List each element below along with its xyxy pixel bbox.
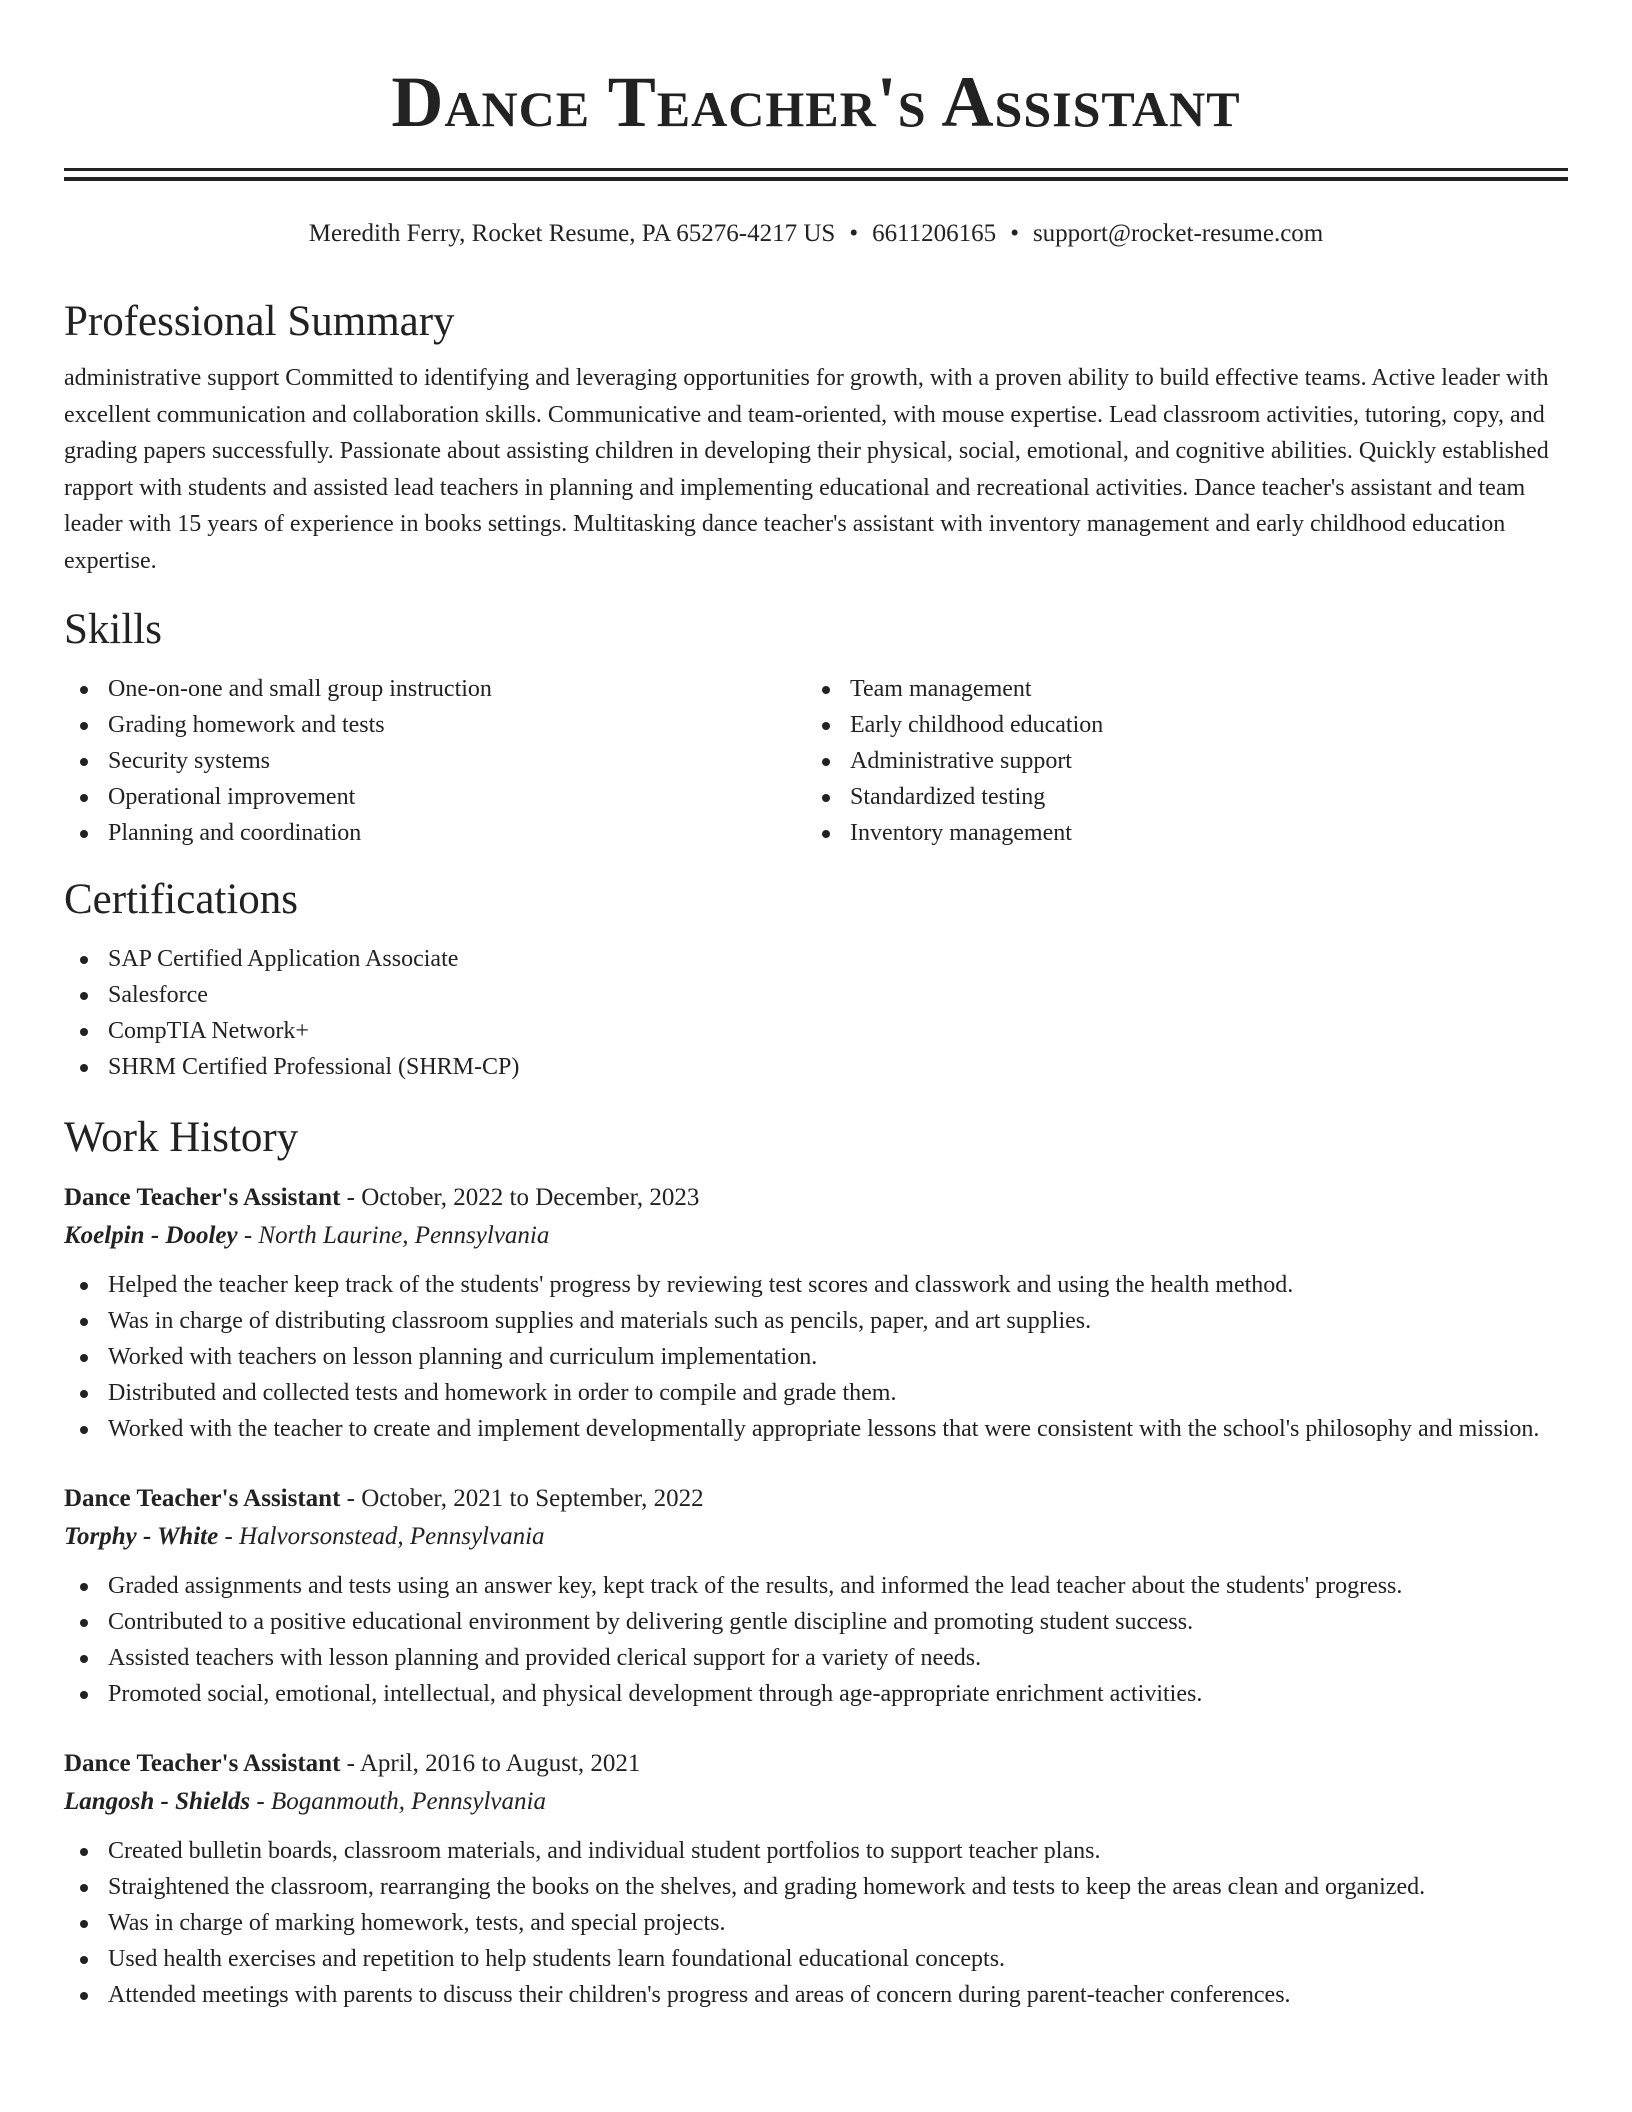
job-header [64,1179,1568,1217]
certification-item: SHRM Certified Professional (SHRM-CP) [64,1049,1568,1085]
job-duty: Promoted social, emotional, intellectual, and physical development through age-appropriate enrichment activities. [64,1676,1568,1712]
contact-separator: • [849,220,859,247]
job-duty: Attended meetings with parents to discuss their children's progress and areas of concern during parent-teacher conferences. [64,1977,1568,2013]
contact-email: support@rocket-resume.com [1032,220,1324,247]
job-duty: Used health exercises and repetition to help students learn foundational educational concepts. [64,1941,1568,1977]
job-dates: - October, 2021 to September, 2022 [340,1485,704,1512]
skills-list-left [64,671,806,851]
job-employer [64,1783,1568,1821]
job-duty: Contributed to a positive educational environment by delivering gentle discipline and promoting student success. [64,1604,1568,1640]
job-duty: Was in charge of distributing classroom supplies and materials such as pencils, paper, and art supplies. [64,1303,1568,1339]
contact-address: Meredith Ferry, Rocket Resume, PA 65276-4217 US [308,220,836,247]
job-duty: Distributed and collected tests and homework in order to compile and grade them. [64,1375,1568,1411]
job-title: Dance Teacher's Assistant [64,1184,341,1211]
job-duty: Straightened the classroom, rearranging the books on the shelves, and grading homework and tests to keep the areas clean and organized. [64,1869,1568,1905]
job-header [64,1480,1568,1518]
contact-line [64,217,1568,251]
job-location: - Boganmouth, Pennsylvania [250,1788,546,1815]
certification-item: CompTIA Network+ [64,1013,1568,1049]
certifications-heading: Certifications [64,876,299,923]
job-duty: Was in charge of marking homework, tests, and special projects. [64,1905,1568,1941]
skill-item: One-on-one and small group instruction [64,671,806,707]
job-title: Dance Teacher's Assistant [64,1750,341,1777]
page-title: Dance Teacher's Assistant [391,62,1241,142]
job-company: Koelpin - Dooley [64,1222,238,1249]
job-company: Langosh - Shields [64,1788,251,1815]
skills-list-right [806,671,1548,851]
skill-item: Planning and coordination [64,815,806,851]
skill-item: Inventory management [806,815,1548,851]
job-entry [64,1179,1568,1447]
skill-item: Administrative support [806,743,1548,779]
job-entry [64,1745,1568,2013]
job-employer [64,1217,1568,1255]
work-history-heading: Work History [64,1114,299,1161]
job-company: Torphy - White [64,1523,219,1550]
skill-item: Standardized testing [806,779,1548,815]
job-duty: Created bulletin boards, classroom materials, and individual student portfolios to support teacher plans. [64,1833,1568,1869]
certification-item: Salesforce [64,977,1568,1013]
job-duty: Worked with the teacher to create and implement developmentally appropriate lessons that were consistent with the school's philosophy and mission. [64,1411,1568,1447]
job-duties-list [64,1833,1568,2013]
title-divider-top [64,168,1568,171]
job-duty: Helped the teacher keep track of the students' progress by reviewing test scores and classwork and using the health method. [64,1267,1568,1303]
job-employer [64,1518,1568,1556]
summary-heading: Professional Summary [64,298,455,345]
skill-item: Grading homework and tests [64,707,806,743]
job-duties-list [64,1267,1568,1447]
skill-item: Security systems [64,743,806,779]
skill-item: Early childhood education [806,707,1548,743]
title-divider-bottom [64,177,1568,181]
skills-grid [64,671,1568,851]
skill-item: Operational improvement [64,779,806,815]
job-dates: - October, 2022 to December, 2023 [340,1184,700,1211]
job-duty: Assisted teachers with lesson planning and provided clerical support for a variety of needs. [64,1640,1568,1676]
job-dates: - April, 2016 to August, 2021 [340,1750,641,1777]
job-title: Dance Teacher's Assistant [64,1485,341,1512]
job-duty: Worked with teachers on lesson planning and curriculum implementation. [64,1339,1568,1375]
job-duty: Graded assignments and tests using an answer key, kept track of the results, and informed the lead teacher about the students' progress. [64,1568,1568,1604]
contact-phone: 6611206165 [872,220,997,247]
skills-heading: Skills [64,606,162,653]
skill-item: Team management [806,671,1548,707]
contact-separator: • [1010,220,1019,247]
job-location: - North Laurine, Pennsylvania [237,1222,550,1249]
summary-text: administrative support Committed to identifying and leveraging opportunities for growth, with a proven ability to build effective teams. Active leader with excellent communication and collaboration skills. Communicative and team-oriented, with mouse expertise. Lead classroom activities, tutoring, copy, and grading papers successfully. Passionate about assisting children in developing their physical, social, emotional, and cognitive abilities. Quickly established rapport with students and assisted lead teachers in planning and implementing educational and recreational activities. Dance teacher's assistant and team leader with 15 years of experience in books settings. Multitasking dance teacher's assistant with inventory management and early childhood education expertise. [64,365,1549,574]
certification-item: SAP Certified Application Associate [64,941,1568,977]
job-header [64,1745,1568,1783]
job-duties-list [64,1568,1568,1712]
job-entry [64,1480,1568,1712]
job-location: - Halvorsonstead, Pennsylvania [218,1523,545,1550]
certifications-list [64,941,1568,1085]
